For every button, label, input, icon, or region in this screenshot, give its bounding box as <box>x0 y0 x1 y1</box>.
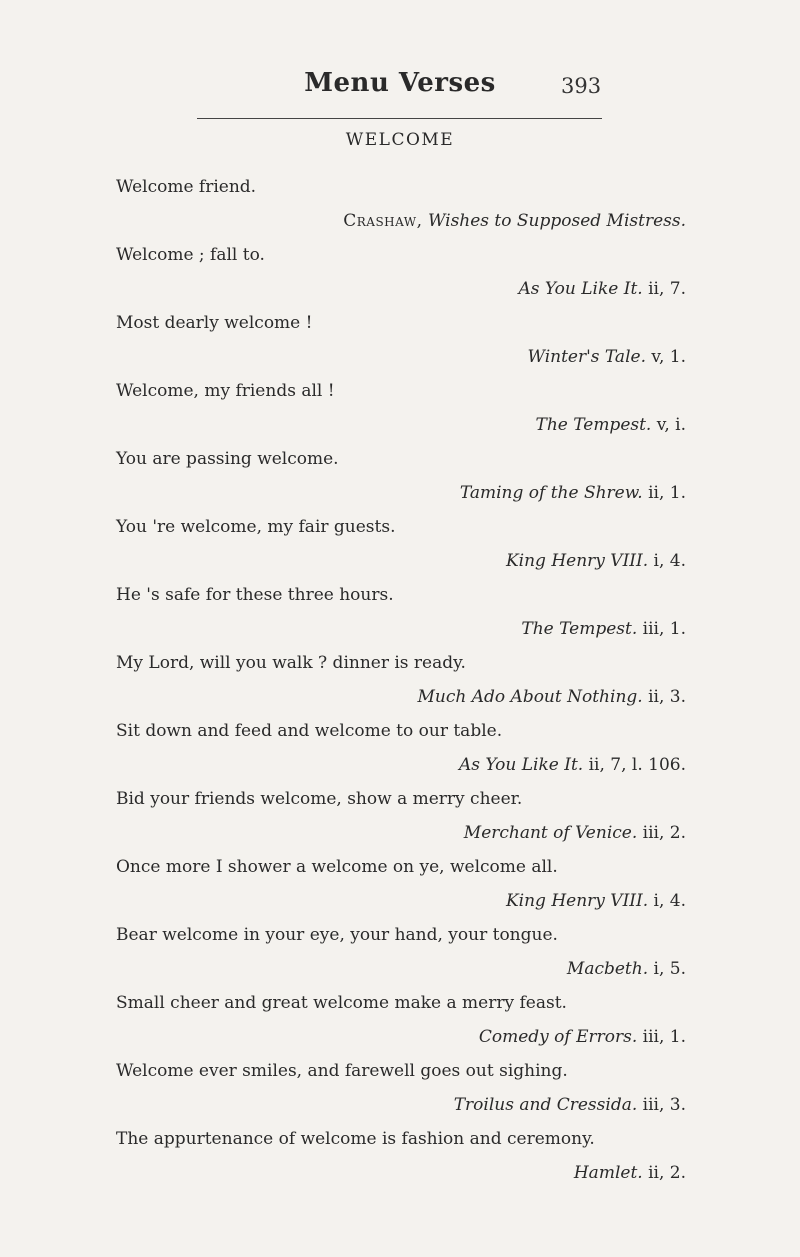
quotation-source <box>479 1027 686 1047</box>
quotation-text: You 're welcome, my fair guests. <box>116 517 396 537</box>
source-reference: iii, 1. <box>642 619 686 639</box>
source-work: Wishes to Supposed Mistress. <box>427 211 686 231</box>
quotation-text: Small cheer and great welcome make a merry feast. <box>116 993 567 1013</box>
quotation-source <box>521 619 686 639</box>
source-reference: iii, 3. <box>642 1095 686 1115</box>
source-work: King Henry VIII. <box>505 551 649 571</box>
source-work: Comedy of Errors. <box>478 1027 638 1047</box>
source-reference: ii, 2. <box>648 1163 686 1183</box>
quotation-source <box>506 891 686 911</box>
quotation-text: Bear welcome in your eye, your hand, your tongue. <box>116 925 558 945</box>
source-work: As You Like It. <box>459 755 584 775</box>
quotation-text: Welcome, my friends all ! <box>116 381 335 401</box>
source-work: The Tempest. <box>535 415 652 435</box>
source-work: Merchant of Venice. <box>463 823 638 843</box>
quotation-source <box>535 415 686 435</box>
quotation-text: Bid your friends welcome, show a merry cheer. <box>116 789 523 809</box>
quotation-source <box>528 347 686 367</box>
page-header <box>0 68 800 108</box>
header-rule <box>197 118 602 119</box>
quotation-text: Welcome ; fall to. <box>116 245 265 265</box>
source-work: Troilus and Cressida. <box>453 1095 638 1115</box>
quotation-source <box>460 483 686 503</box>
source-reference: iii, 1. <box>642 1027 686 1047</box>
source-reference: ii, 3. <box>648 687 686 707</box>
source-work: Hamlet. <box>573 1163 643 1183</box>
source-reference: ii, 7, l. 106. <box>588 755 686 775</box>
quotation-source <box>519 279 687 299</box>
source-work: Much Ado About Nothing. <box>417 687 643 707</box>
source-work: King Henry VIII. <box>505 891 649 911</box>
quotation-text: Once more I shower a welcome on ye, welcome all. <box>116 857 558 877</box>
source-work: Taming of the Shrew. <box>459 483 643 503</box>
quotation-text: You are passing welcome. <box>116 449 339 469</box>
quotation-source <box>343 211 686 231</box>
source-work: The Tempest. <box>521 619 638 639</box>
source-reference: v, i. <box>656 415 686 435</box>
quotation-text: Most dearly welcome ! <box>116 313 313 333</box>
quotation-source <box>454 1095 686 1115</box>
source-work: Macbeth. <box>566 959 649 979</box>
source-work: As You Like It. <box>518 279 643 299</box>
source-author: Crashaw, <box>343 211 423 231</box>
source-reference: i, 4. <box>653 551 686 571</box>
source-work: Winter's Tale. <box>527 347 646 367</box>
running-title: Menu Verses <box>304 68 496 98</box>
quotation-source <box>464 823 686 843</box>
source-reference: iii, 2. <box>642 823 686 843</box>
source-reference: i, 4. <box>653 891 686 911</box>
quotation-source <box>506 551 686 571</box>
source-reference: ii, 7. <box>648 279 686 299</box>
quotation-text: He 's safe for these three hours. <box>116 585 394 605</box>
quotation-text: Welcome friend. <box>116 177 257 197</box>
quotation-source <box>567 959 686 979</box>
quotation-text: Welcome ever smiles, and farewell goes out sighing. <box>116 1061 568 1081</box>
quotation-text: Sit down and feed and welcome to our table. <box>116 721 503 741</box>
section-title: WELCOME <box>345 130 455 150</box>
quotation-text: My Lord, will you walk ? dinner is ready. <box>116 653 466 673</box>
source-reference: i, 5. <box>653 959 686 979</box>
quotation-source <box>574 1163 686 1183</box>
quotation-source <box>418 687 686 707</box>
quotation-source <box>459 755 686 775</box>
source-reference: ii, 1. <box>648 483 686 503</box>
quotation-text: The appurtenance of welcome is fashion and ceremony. <box>116 1129 595 1149</box>
source-reference: v, 1. <box>651 347 686 367</box>
page-number: 393 <box>561 74 602 98</box>
